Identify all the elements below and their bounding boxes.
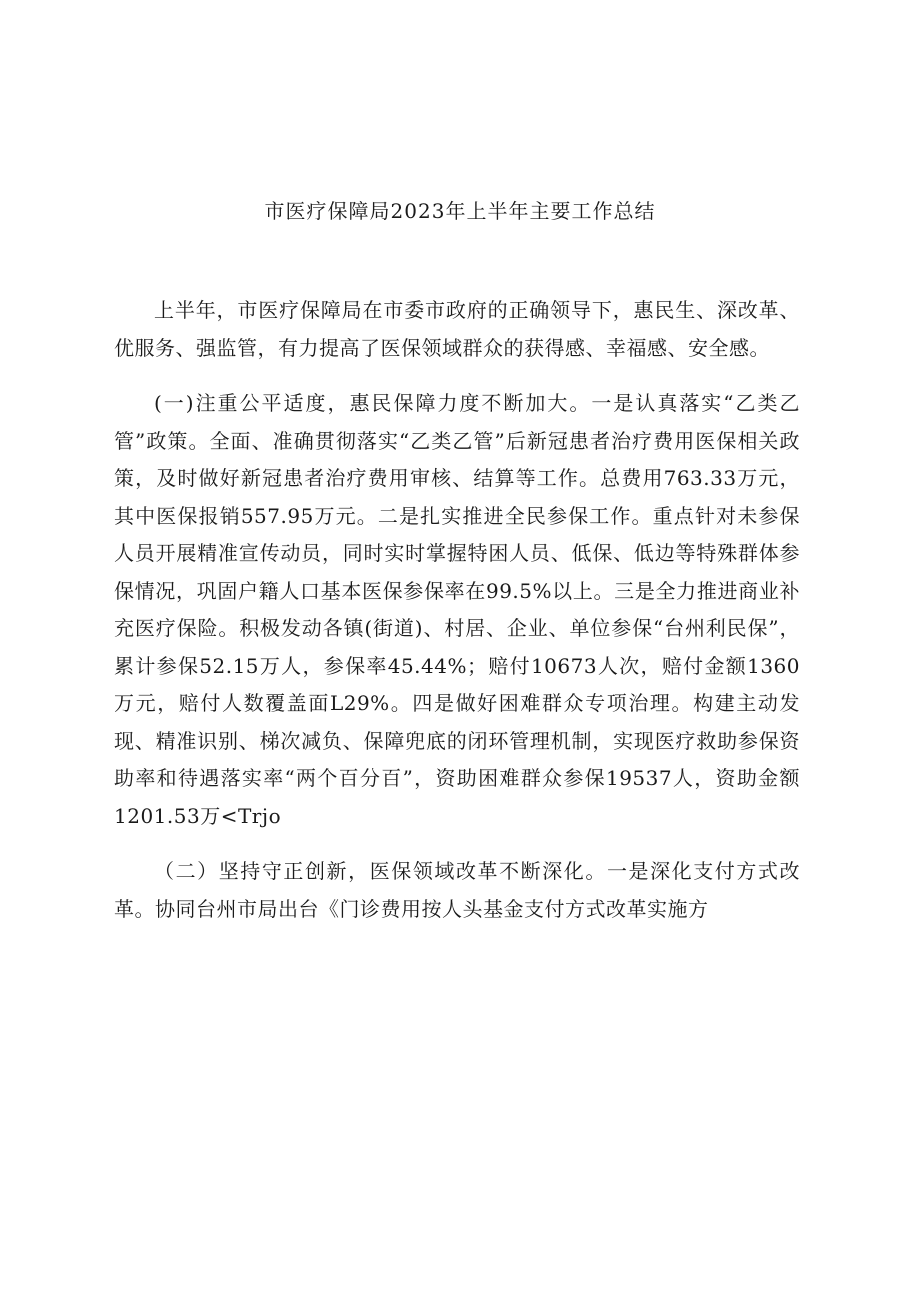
- paragraph-section-2: （二）坚持守正创新，医保领域改革不断深化。一是深化支付方式改革。协同台州市局出台《门诊费用按人头基金支付方式改革实施方: [114, 859, 800, 921]
- paragraph-section-1: (一)注重公平适度，惠民保障力度不断加大。一是认真落实“乙类乙管”政策。全面、准确贯彻落实“乙类乙管”后新冠患者治疗费用医保相关政策，及时做好新冠患者治疗费用审核、结算等工作。总费用763.33万元，其中医保报销557.95万元。二是扎实推进全民参保工作。重点针对未参保人员开展精准宣传动员，同时实时掌握特困人员、低保、低边等特殊群体参保情况，巩固户籍人口基本医保参保率在99.5%以上。三是全力推进商业补充医疗保险。积极发动各镇(街道)、村居、企业、单位参保“台州利民保”，累计参保52.15万人，参保率45.44%；赔付10673人次，赔付金额1360万元，赔付人数覆盖面L29%。四是做好困难群众专项治理。构建主动发现、精准识别、梯次减负、保障兜底的闭环管理机制，实现医疗救助参保资助率和待遇落实率“两个百分百”，资助困难群众参保19537人，资助金额1201.53万<Trjo: [114, 391, 800, 828]
- paragraph-intro: 上半年，市医疗保障局在市委市政府的正确领导下，惠民生、深改革、优服务、强监管，有力提高了医保领域群众的获得感、幸福感、安全感。: [114, 298, 800, 360]
- document-title: 市医疗保障局2023年上半年主要工作总结: [264, 199, 656, 223]
- document-body: [114, 292, 800, 928]
